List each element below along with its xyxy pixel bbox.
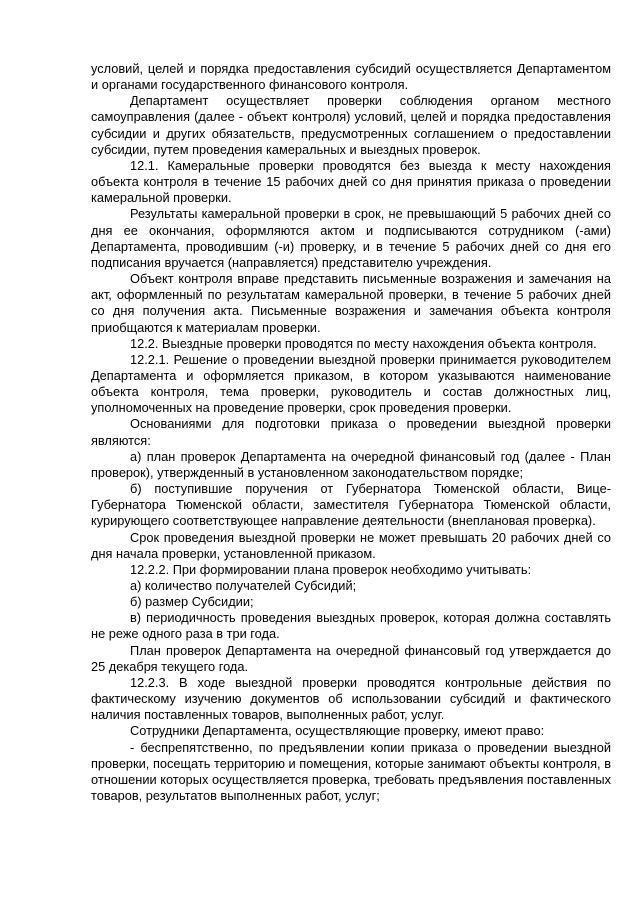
paragraph-ground-a: а) план проверок Департамента на очередной финансовый год (далее - План проверок), утвержденный в установленном законодательством порядке; bbox=[91, 448, 611, 480]
paragraph-grounds: Основаниями для подготовки приказа о проведении выездной проверки являются: bbox=[91, 416, 611, 448]
paragraph-desk-results: Результаты камеральной проверки в срок, не превышающий 5 рабочих дней со дня ее окончания, оформляются актом и подписываются сотрудником (-ами) Департамента, проводившим (-и) проверку, и в течение 5 рабочих дней со дня его подписания вручается (направляется) представителю учреждения. bbox=[91, 206, 611, 270]
paragraph-factor-b: б) размер Субсидии; bbox=[130, 594, 254, 610]
paragraph-12-2-2: 12.2.2. При формировании плана проверок необходимо учитывать: bbox=[130, 561, 532, 577]
paragraph-staff-rights: Сотрудники Департамента, осуществляющие проверку, имеют право: bbox=[130, 723, 545, 739]
paragraph-department-checks: Департамент осуществляет проверки соблюдения органом местного самоуправления (далее - объект контроля) условий, целей и порядка предоставления субсидии и других обязательств, предусмотренных соглашением о предоставлении субсидии, путем проведения камеральных и выездных проверок. bbox=[91, 93, 611, 157]
paragraph-continuation: условий, целей и порядка предоставления субсидий осуществляется Департаментом и органами государственного финансового контроля. bbox=[91, 61, 611, 93]
document-page bbox=[91, 61, 611, 804]
paragraph-ground-b: б) поступившие поручения от Губернатора Тюменской области, Вице-Губернатора Тюменской области, заместителя Губернатора Тюменской области, курирующего соответствующее направление деятельности (внеплановая проверка). bbox=[91, 481, 611, 529]
paragraph-factor-a: а) количество получателей Субсидий; bbox=[130, 578, 357, 593]
paragraph-right-access: - беспрепятственно, по предъявлении копии приказа о проведении выездной проверки, посещать территорию и помещения, которые занимают объекты контроля, в отношении которых осуществляется проверка, требовать предъявления поставленных товаров, результатов выполненных работ, услуг; bbox=[91, 739, 611, 804]
paragraph-12-2: 12.2. Выездные проверки проводятся по месту нахождения объекта контроля. bbox=[130, 335, 597, 351]
paragraph-factor-c: в) периодичность проведения выездных проверок, которая должна составлять не реже одного раза в три года. bbox=[91, 610, 611, 642]
paragraph-12-2-1: 12.2.1. Решение о проведении выездной проверки принимается руководителем Департамента и оформляется приказом, в котором указываются наименование объекта контроля, тема проверки, руководитель и состав должностных лиц, уполномоченных на проведение проверки, срок проведения проверки. bbox=[91, 351, 611, 416]
paragraph-onsite-duration: Срок проведения выездной проверки не может превышать 20 рабочих дней со дня начала проверки, установленной приказом. bbox=[91, 529, 611, 561]
paragraph-12-1: 12.1. Камеральные проверки проводятся без выезда к месту нахождения объекта контроля в течение 15 рабочих дней со дня принятия приказа о проведении камеральной проверки. bbox=[91, 157, 611, 206]
paragraph-12-2-3: 12.2.3. В ходе выездной проверки проводятся контрольные действия по фактическому изучению документов об использовании субсидий и фактического наличия поставленных товаров, выполненных работ, услуг. bbox=[91, 674, 611, 723]
paragraph-objections: Объект контроля вправе представить письменные возражения и замечания на акт, оформленный по результатам камеральной проверки, в течение 5 рабочих дней со дня получения акта. Письменные возражения и замечания объекта контроля приобщаются к материалам проверки. bbox=[91, 271, 611, 335]
paragraph-plan-approval: План проверок Департамента на очередной финансовый год утверждается до 25 декабря текущего года. bbox=[91, 642, 611, 674]
